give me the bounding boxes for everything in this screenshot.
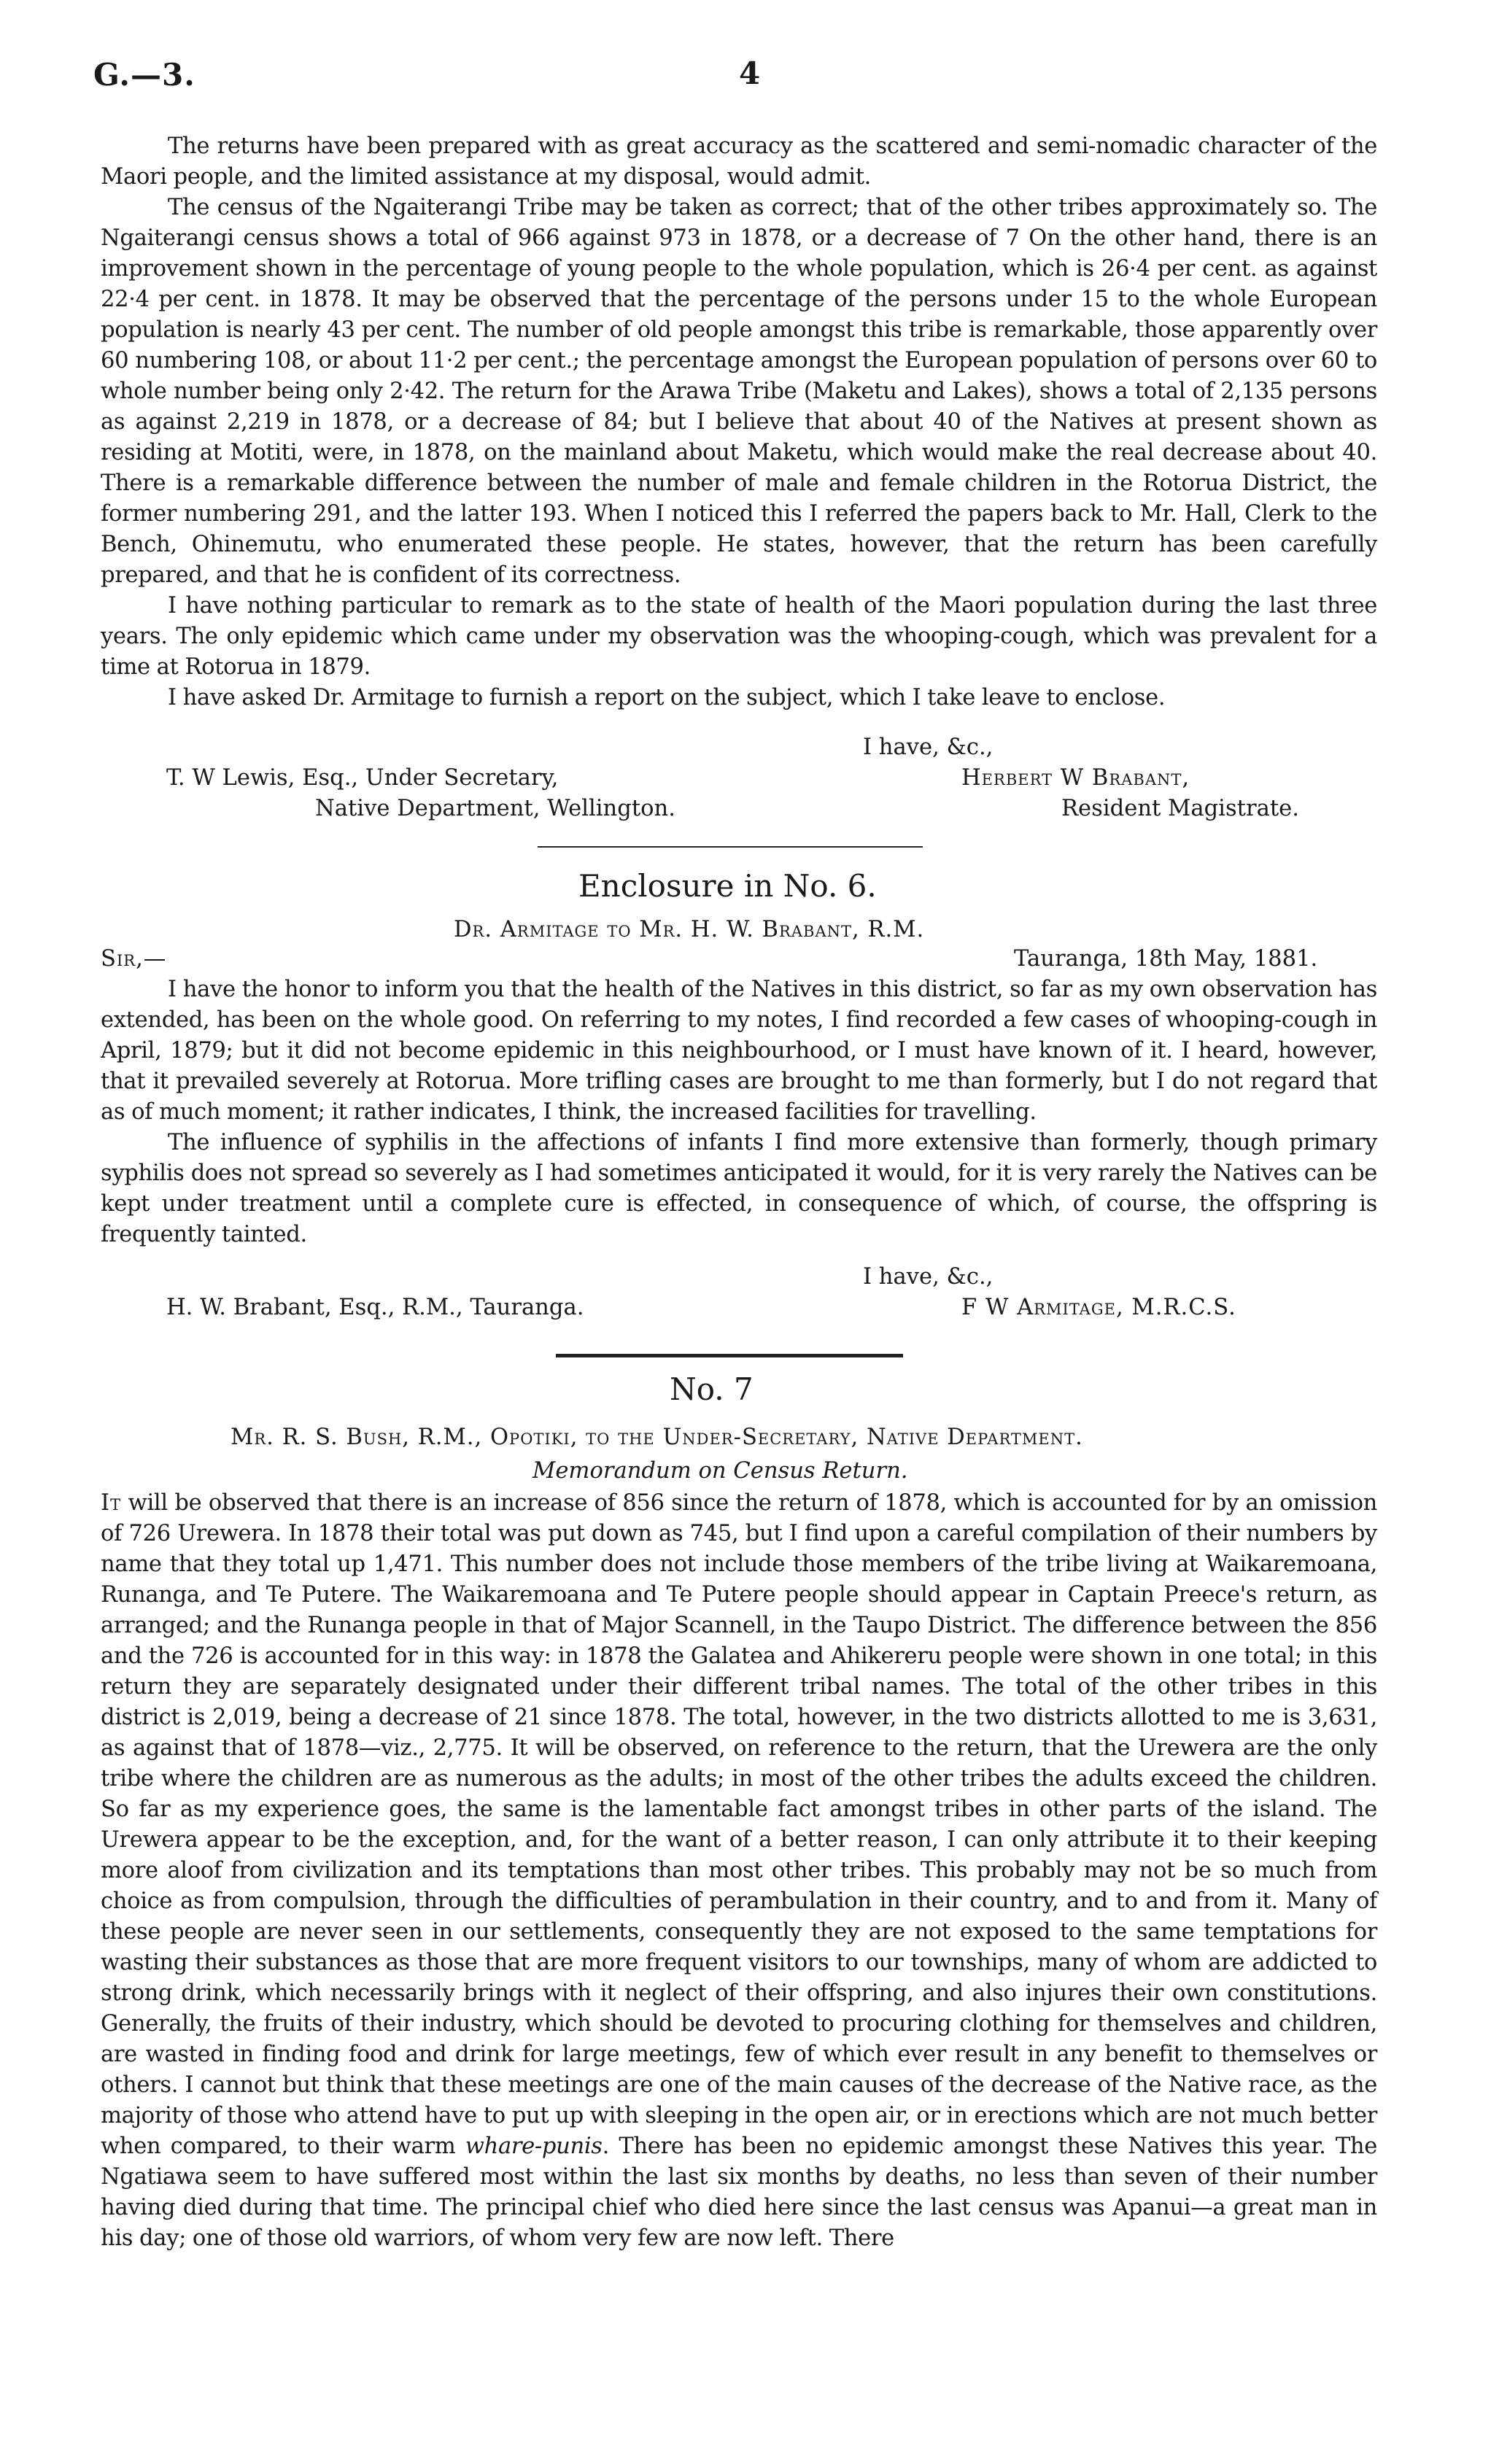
paragraph: The returns have been prepared with as great accuracy as the scattered and semi-nomadic character of the Maori people, and the limited assistance at my disposal, would admit.: [101, 133, 1377, 190]
paragraph: [101, 1488, 1377, 2254]
section-divider: [556, 1354, 903, 1357]
closing: I have, &c.,: [863, 1264, 993, 1290]
paragraph-text: will be observed that there is an increase of 856 since the return of 1878, which is accounted for by an omission of 726 Urewera. In 1878 their total was put down as 745, but I find upon a careful compilation of their numbers by name that they total up 1,471. This number does not include those members of the tribe living at Waikaremoana, Runanga, and Te Putere. The Waikaremoana and Te Putere people should appear in Captain Preece's return, as arranged; and the Runanga people in that of Major Scannell, in the Taupo District. The difference between the 856 and the 726 is accounted for in this way: in 1878 the Galatea and Ahikereru people were shown in one total; in this return they are separately designated under their different tribal names. The total of the other tribes in this district is 2,019, being a decrease of 21 since 1878. The total, however, in the two districts allotted to me is 3,631, as against that of 1878—viz., 2,775. It will be observed, on reference to the return, that the Urewera are the only tribe where the children are as numerous as the adults; in most of the other tribes the adults exceed the children. So far as my experience goes, the same is the lamentable fact amongst tribes in other parts of the island. The Urewera appear to be the exception, and, for the want of a better reason, I can only attribute it to their keeping more aloof from civilization and its temptations than most other tribes. This probably may not be so much from choice as from compulsion, through the difficulties of perambulation in their country, and to and from it. Many of these people are never seen in our settlements, consequently they are not exposed to the same temptations for wasting their substances as those that are more frequent visitors to our townships, many of whom are addicted to strong drink, which necessarily brings with it neglect of their offspring, and also injures their own constitutions. Generally, the fruits of their industry, which should be devoted to procuring clothing for themselves and children, are wasted in finding food and drink for large meetings, few of which ever result in any benefit to themselves or others. I cannot but think that these meetings are one of the main causes of the decrease of the Native race, as the majority of those who attend have to put up with sleeping in the open air, or in erections which are not much better when compared, to their warm: [101, 1490, 1377, 2159]
section-subtitle: Memorandum on Census Return.: [532, 1458, 908, 1484]
document-code: G.—3.: [93, 57, 195, 93]
paragraph: I have nothing particular to remark as to the state of health of the Maori population during the last three years. The only epidemic which came under my observation was the whooping-cough, which was prevalent for a time at Rotorua in 1879.: [101, 593, 1377, 680]
signatory: Herbert W Brabant,: [961, 765, 1190, 791]
section-from-to: Mr. R. S. Bush, R.M., Opotiki, to the Under-Secretary, Native Department.: [231, 1425, 1083, 1450]
enclosure-from-to: Dr. Armitage to Mr. H. W. Brabant, R.M.: [454, 917, 925, 942]
enclosure-title: Enclosure in No. 6.: [578, 868, 877, 904]
paragraph: The census of the Ngaiterangi Tribe may be taken as correct; that of the other tribes approximately so. The Ngaiterangi census shows a total of 966 against 973 in 1878, or a decrease of 7 On the other hand, there is an improvement shown in the percentage of young people to the whole population, which is 26·4 per cent. as against 22·4 per cent. in 1878. It may be observed that the percentage of the persons under 15 to the whole European population is nearly 43 per cent. The number of old people amongst this tribe is remarkable, those apparently over 60 numbering 108, or about 11·2 per cent.; the percentage amongst the European population of persons over 60 to whole number being only 2·42. The return for the Arawa Tribe (Maketu and Lakes), shows a total of 2,135 persons as against 2,219 in 1878, or a decrease of 84; but I believe that about 40 of the Natives at present shown as residing at Motiti, were, in 1878, on the mainland about Maketu, which would make the real decrease about 40. There is a remarkable difference between the number of male and female children in the Rotorua District, the former numbering 291, and the latter 193. When I noticed this I referred the papers back to Mr. Hall, Clerk to the Bench, Ohinemutu, who enumerated these people. He states, however, that the return has been carefully prepared, and that he is confident of its correctness.: [101, 195, 1377, 588]
section-title: No. 7: [670, 1371, 754, 1407]
paragraph: I have asked Dr. Armitage to furnish a report on the subject, which I take leave to enclose.: [168, 685, 1166, 710]
signatory-title: Resident Magistrate.: [1061, 796, 1299, 821]
paragraph: The influence of syphilis in the affections of infants I find more extensive than formerly, though primary syphilis does not spread so severely as I had sometimes anticipated it would, for it is very rarely the Natives can be kept under treatment until a complete cure is effected, in consequence of which, of course, the offspring is frequently tainted.: [101, 1130, 1377, 1247]
paragraph-text: . There has been no epidemic amongst these Natives this year. The Ngatiawa seem to have suffered most within the last six months by deaths, no less than seven of their number having died during that time. The principal chief who died here since the last census was Apanui—a great man in his day; one of those old warriors, of whom very few are now left. There: [101, 2134, 1378, 2251]
letter-body: [101, 131, 1377, 713]
memorandum-body: [101, 1488, 1377, 2254]
enclosure-body: [101, 975, 1377, 1250]
place-date: Tauranga, 18th May, 1881.: [1014, 946, 1318, 972]
lead-word: It: [101, 1490, 122, 1516]
page-number: 4: [739, 55, 761, 91]
addressee-line: H. W. Brabant, Esq., R.M., Tauranga.: [166, 1295, 584, 1320]
addressee-line: T. W Lewis, Esq., Under Secretary,: [166, 765, 559, 791]
addressee-line: Native Department, Wellington.: [315, 796, 675, 821]
section-divider: [538, 846, 923, 848]
paragraph: I have the honor to inform you that the health of the Natives in this district, so far as my own observation has extended, has been on the whole good. On referring to my notes, I find recorded a few cases of whooping-cough in April, 1879; but it did not become epidemic in this neighbourhood, or I must have known of it. I heard, however, that it prevailed severely at Rotorua. More trifling cases are brought to me than formerly, but I do not regard that as of much moment; it rather indicates, I think, the increased facilities for travelling.: [101, 977, 1377, 1125]
emphasis: whare-punis: [465, 2134, 603, 2159]
signatory: F W Armitage, M.R.C.S.: [961, 1295, 1236, 1320]
salutation: Sir,—: [101, 946, 167, 972]
closing: I have, &c.,: [863, 735, 993, 760]
